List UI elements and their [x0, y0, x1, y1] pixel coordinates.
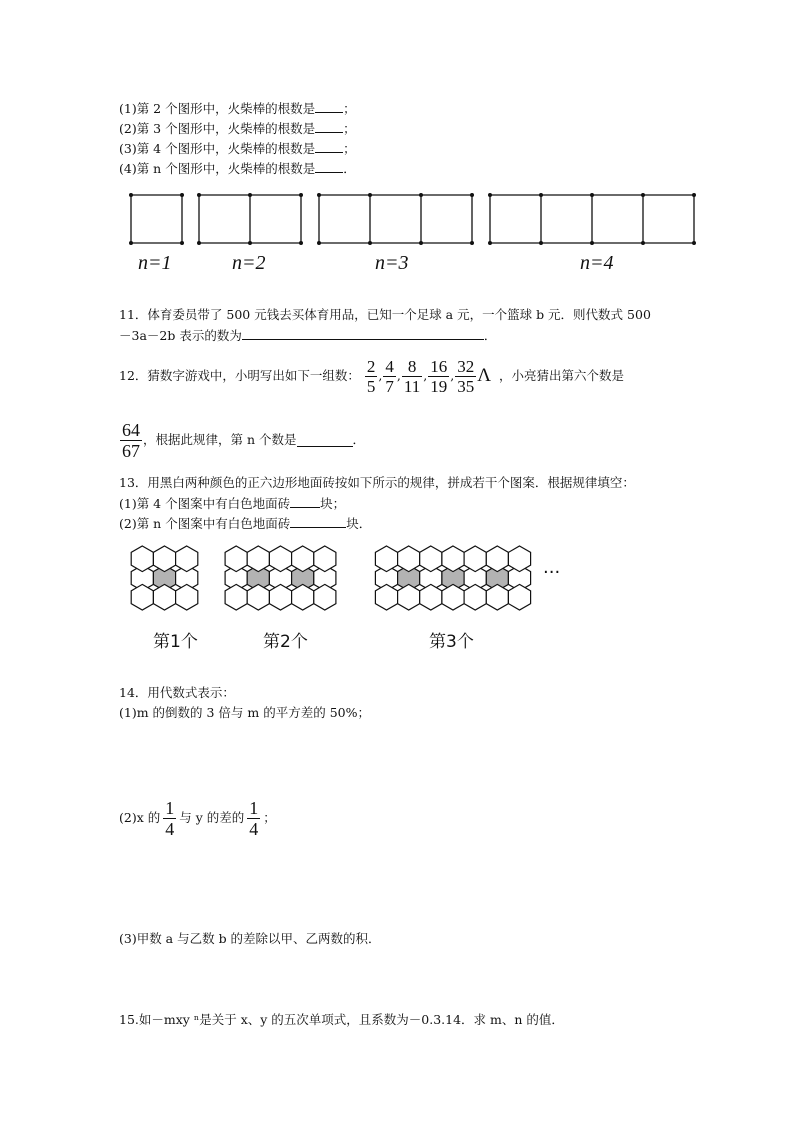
q10-line-1-text: (1)第 2 个图形中，火柴棒的根数是 — [119, 101, 316, 116]
white-hex-tile — [176, 584, 198, 610]
white-hex-tile — [269, 584, 291, 610]
sixth-fraction: $\frac{64}{67}$ — [122, 419, 140, 461]
q15-text: 15.如－mxy ⁿ是关于 x、y 的五次单项式，且系数为－0.3.14．求 m、n 的值． — [119, 1012, 564, 1027]
white-hex-tile — [442, 584, 464, 610]
q12-line-1: 12．猜数字游戏中，小明写出如下一组数： $\frac{2}{5}$ , $\frac{4}{7}$ , $\frac{8}{11}$ , $\frac{16}{19}$ , $\frac{32}{35}$ Λ ，小亮猜出第六个数是 — [119, 356, 625, 396]
q10-line-3-text: (3)第 4 个图形中，火柴棒的根数是 — [119, 141, 316, 156]
white-hex-tile — [398, 546, 420, 572]
pattern-caption-3: 第3个 — [429, 632, 474, 652]
white-hex-tile — [486, 584, 508, 610]
white-hex-tile — [420, 584, 442, 610]
caption-n2: n=2 — [232, 252, 266, 274]
q14-part-2: (2)x 的 $\frac{1}{4}$ 与 y 的差的 $\frac{1}{4}$ ； — [119, 797, 276, 839]
q10-line-3: (3)第 4 个图形中，火柴棒的根数是 ； — [119, 141, 356, 156]
q13-title: 13．用黑白两种颜色的正六边形地面砖按如下所示的规律，拼成若干个图案．根据规律填空： — [119, 475, 635, 490]
ellipsis: Λ — [477, 365, 492, 386]
caption-n4: n=4 — [580, 252, 614, 274]
white-hex-tile — [398, 584, 420, 610]
white-hex-tile — [247, 584, 269, 610]
caption-n3: n=3 — [375, 252, 409, 274]
white-hex-tile — [314, 546, 336, 572]
q14-title: 14．用代数式表示： — [119, 685, 235, 700]
fraction: $\frac{8}{11}$ — [403, 356, 421, 396]
white-hex-tile — [464, 584, 486, 610]
q11-line-2: －3a－2b 表示的数为 ． — [119, 328, 497, 343]
white-hex-tile — [225, 546, 247, 572]
white-hex-tile — [464, 546, 486, 572]
fraction: $\frac{16}{19}$ — [430, 356, 448, 396]
white-hex-tile — [153, 584, 175, 610]
white-hex-tile — [153, 546, 175, 572]
white-hex-tile — [269, 546, 291, 572]
white-hex-tile — [314, 584, 336, 610]
continuation-dots: ··· — [543, 562, 561, 583]
q12-line-2: $\frac{64}{67}$ ，根据此规律，第 n 个数是 ． — [122, 419, 366, 461]
pattern-caption-1: 第1个 — [153, 632, 198, 652]
white-hex-tile — [420, 546, 442, 572]
white-hex-tile — [225, 584, 247, 610]
q10-line-1: (1)第 2 个图形中，火柴棒的根数是 ； — [119, 101, 356, 116]
white-hex-tile — [442, 546, 464, 572]
pattern-caption-2: 第2个 — [263, 632, 308, 652]
q14-part-3: (3)甲数 a 与乙数 b 的差除以甲、乙两数的积． — [119, 931, 381, 946]
q10-line-2-text: (2)第 3 个图形中，火柴棒的根数是 — [119, 121, 316, 136]
white-hex-tile — [292, 584, 314, 610]
q10-line-4: (4)第 n 个图形中，火柴棒的根数是 ． — [119, 161, 356, 176]
q10-line-4-text: (4)第 n 个图形中，火柴棒的根数是 — [119, 161, 316, 176]
white-hex-tile — [292, 546, 314, 572]
fraction: $\frac{2}{5}$ — [366, 356, 376, 396]
white-hex-tile — [375, 584, 397, 610]
fraction: $\frac{32}{35}$ — [457, 356, 475, 396]
white-hex-tile — [486, 546, 508, 572]
white-hex-tile — [247, 546, 269, 572]
q11-line-1: 11．体育委员带了 500 元钱去买体育用品，已知一个足球 a 元，一个篮球 b 元．则代数式 500 — [119, 307, 651, 322]
q14-part-1: (1)m 的倒数的 3 倍与 m 的平方差的 50%； — [119, 705, 370, 720]
white-hex-tile — [131, 546, 153, 572]
white-hex-tile — [375, 546, 397, 572]
caption-n1: n=1 — [138, 252, 172, 274]
fraction: $\frac{4}{7}$ — [385, 356, 394, 396]
q13-part-1: (1)第 4 个图案中有白色地面砖 块； — [119, 496, 346, 511]
white-hex-tile — [508, 584, 530, 610]
white-hex-tile — [131, 584, 153, 610]
white-hex-tile — [176, 546, 198, 572]
q13-part-2: (2)第 n 个图案中有白色地面砖 块． — [119, 516, 372, 531]
quarter-fraction: $\frac{1}{4}$ — [249, 797, 259, 839]
quarter-fraction: $\frac{1}{4}$ — [165, 797, 175, 839]
fraction-sequence: $\frac{2}{5}$ , $\frac{4}{7}$ , $\frac{8}{11}$ , $\frac{16}{19}$ , $\frac{32}{35}$ Λ — [366, 356, 492, 396]
q10-line-2: (2)第 3 个图形中，火柴棒的根数是 ； — [119, 121, 356, 136]
white-hex-tile — [508, 546, 530, 572]
